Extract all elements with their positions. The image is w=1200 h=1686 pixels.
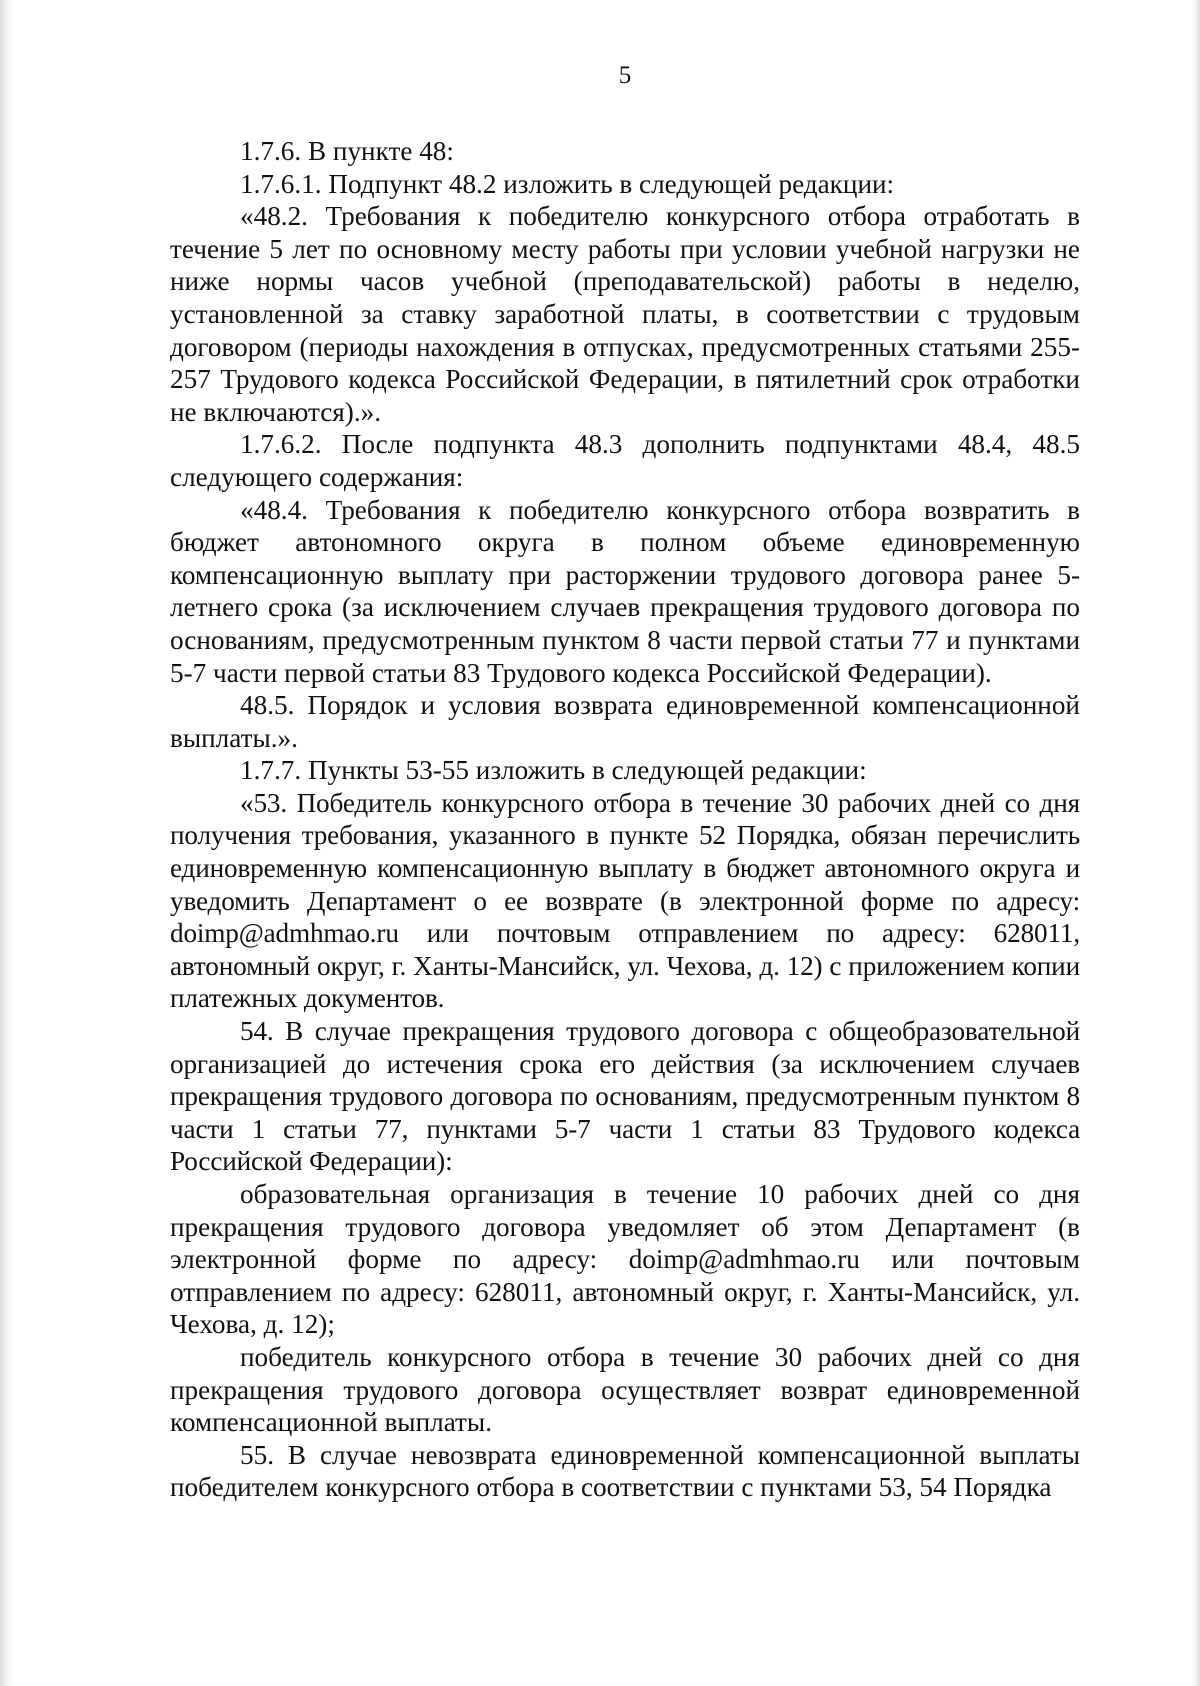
document-body [170, 135, 1080, 1504]
paragraph-55: 55. В случае невозврата единовременной компенсационной выплаты победителем конкурсного отбора в соответствии с пунктами 53, 54 Порядка [170, 1439, 1080, 1503]
page-number: 5 [618, 62, 632, 89]
paragraph-48-5: 48.5. Порядок и условия возврата единовременной компенсационной выплаты.». [170, 690, 1080, 753]
paragraph-48-4: «48.4. Требования к победителю конкурсного отбора возвратить в бюджет автономного округа в полном объеме единовременную компенсационную выплату при расторжении трудового договора ранее 5-летнего срока (за исключением случаев прекращения трудового договора по основаниям, предусмотренным пунктом 8 части первой статьи 77 и пунктами 5-7 части первой статьи 83 Трудового кодекса Российской Федерации). [170, 494, 1080, 688]
paragraph-1-7-6: 1.7.6. В пункте 48: [240, 136, 454, 166]
paragraph-1-7-6-1: 1.7.6.1. Подпункт 48.2 изложить в следующей редакции: [240, 168, 895, 199]
paragraph-53: «53. Победитель конкурсного отбора в течение 30 рабочих дней со дня получения требования, указанного в пункте 52 Порядка, обязан перечислить единовременную компенсационную выплату в бюджет автономного округа и уведомить Департамент о ее возврате (в электронной форме по адресу: doimp@admhmao.ru или почтовым отправлением по адресу: 628011, автономный округ, г. Ханты-Мансийск, ул. Чехова, д. 12) с приложением копии платежных документов. [170, 787, 1080, 1014]
scan-edge-left [0, 0, 14, 1686]
paragraph-54-organization: образовательная организация в течение 10 рабочих дней со дня прекращения трудового договора уведомляет об этом Департамент (в электронной форме по адресу: doimp@admhmao.ru или почтовым отправлением по адресу: 628011, автономный округ, г. Ханты-Мансийск, ул. Чехова, д. 12); [170, 1179, 1080, 1340]
paragraph-48-2: «48.2. Требования к победителю конкурсного отбора отработать в течение 5 лет по основному месту работы при условии учебной нагрузки не ниже нормы часов учебной (преподавательской) работы в неделю, установленной за ставку заработной платы, в соответствии с трудовым договором (периоды нахождения в отпусках, предусмотренных статьями 255-257 Трудового кодекса Российской Федерации, в пятилетний срок отработки не включаются).». [170, 201, 1080, 427]
scan-edge-right [1192, 0, 1200, 1686]
paragraph-1-7-7: 1.7.7. Пункты 53-55 изложить в следующей редакции: [240, 755, 867, 786]
paragraph-54: 54. В случае прекращения трудового договора с общеобразовательной организацией до истечения срока его действия (за исключением случаев прекращения трудового договора по основаниям, предусмотренным пунктом 8 части 1 статьи 77, пунктами 5-7 части 1 статьи 83 Трудового кодекса Российской Федерации): [170, 1016, 1080, 1177]
paragraph-1-7-6-2: 1.7.6.2. После подпункта 48.3 дополнить подпунктами 48.4, 48.5 следующего содержания: [170, 429, 1080, 492]
paragraph-54-winner: победитель конкурсного отбора в течение 30 рабочих дней со дня прекращения трудового договора осуществляет возврат единовременной компенсационной выплаты. [170, 1341, 1080, 1438]
